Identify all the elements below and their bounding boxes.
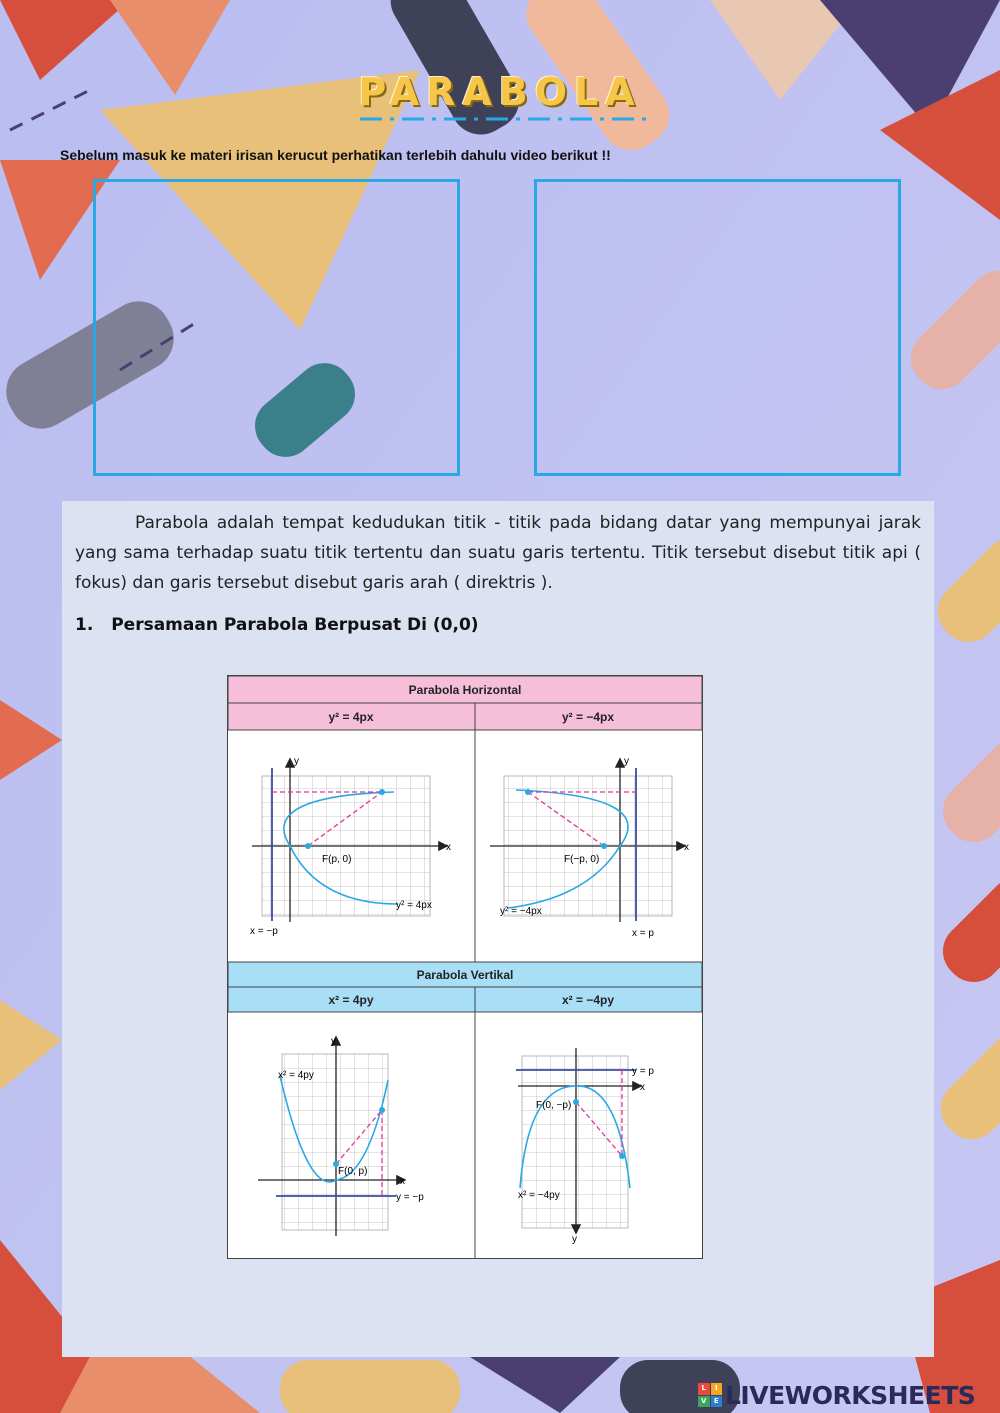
h1-axis-x: x (446, 842, 451, 853)
v2-equation: x² = −4py (561, 993, 615, 1007)
v2-curve-label: x² = −4py (518, 1190, 560, 1201)
v1-axis-x: x (400, 1176, 405, 1187)
h1-focus: F(p, 0) (322, 854, 352, 865)
liveworksheets-logo (698, 1378, 975, 1412)
h2-equation: y² = −4px (561, 710, 615, 724)
logo-letter-i: I (711, 1383, 723, 1395)
v1-equation: x² = 4py (328, 993, 374, 1007)
h1-directrix: x = −p (250, 926, 278, 937)
v2-focus: F(0, −p) (536, 1100, 572, 1111)
logo-letter-e: E (711, 1396, 723, 1408)
graph-v2 (516, 1048, 654, 1245)
h2-directrix: x = p (632, 928, 654, 939)
section-heading-text: Persamaan Parabola Berpusat Di (0,0) (111, 615, 479, 635)
v1-curve-label: x² = 4py (278, 1070, 314, 1081)
h1-equation: y² = 4px (328, 710, 374, 724)
v2-axis-x: x (640, 1082, 645, 1093)
v2-axis-y: y (572, 1234, 577, 1245)
v2-directrix: y = p (632, 1066, 654, 1077)
graph-v1 (258, 1036, 424, 1236)
h1-curve-label: y² = 4px (396, 900, 432, 911)
definition-paragraph: Parabola adalah tempat kedudukan titik - titik pada bidang datar yang mempunyai jarak yang sama terhadap suatu titik tertentu dan suatu garis tertentu. Titik tersebut disebut titik api ( fokus) dan garis tersebut disebut garis arah ( direktris ). (75, 513, 921, 593)
parabola-figure (227, 675, 703, 1259)
v1-directrix: y = −p (396, 1192, 424, 1203)
video-frame-2[interactable] (534, 179, 901, 476)
h2-focus: F(−p, 0) (564, 854, 600, 865)
section-heading (75, 615, 479, 635)
horizontal-header: Parabola Horizontal (408, 683, 522, 697)
logo-letter-v: V (698, 1396, 710, 1408)
logo-mark (698, 1383, 722, 1407)
intro-text: Sebelum masuk ke materi irisan kerucut perhatikan terlebih dahulu video berikut !! (60, 147, 611, 163)
v1-axis-y: y (331, 1036, 336, 1047)
parabola-figure-svg (228, 676, 702, 1258)
vertical-header: Parabola Vertikal (416, 968, 514, 982)
v1-focus: F(0, p) (338, 1166, 368, 1177)
h2-axis-y: y (624, 756, 629, 767)
section-number: 1. (75, 615, 94, 635)
logo-letter-l: L (698, 1383, 710, 1395)
h2-curve-label: y² = −4px (500, 906, 542, 917)
h1-axis-y: y (294, 756, 299, 767)
h2-axis-x: x (684, 842, 689, 853)
logo-text: LIVEWORKSHEETS (725, 1380, 976, 1410)
video-frame-1[interactable] (93, 179, 460, 476)
graph-h1 (250, 756, 451, 937)
page-title: PARABOLA (358, 70, 642, 114)
title-underline (360, 116, 650, 122)
graph-h2 (490, 756, 689, 939)
